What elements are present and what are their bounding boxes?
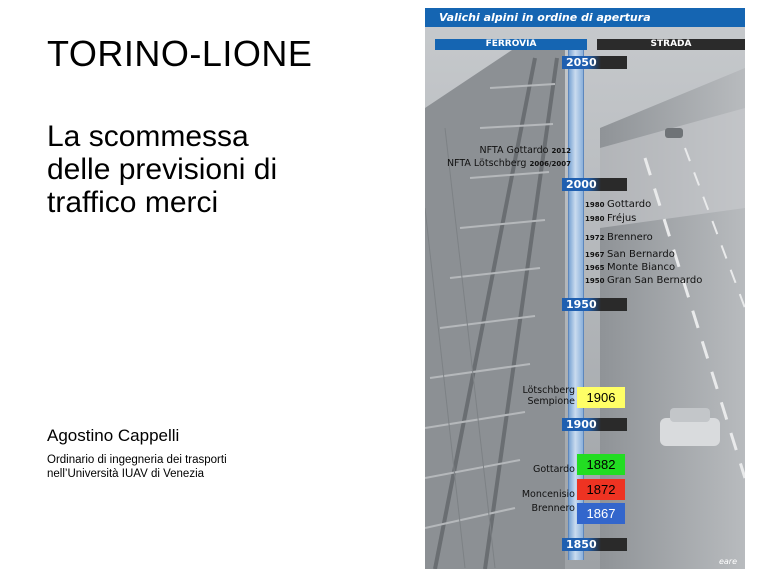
rail-pass-label-line: Lötschberg xyxy=(522,385,575,396)
rail-pass-label-line: Moncenisio xyxy=(521,489,575,500)
road-pass-item xyxy=(585,198,651,212)
road-heading: STRADA xyxy=(597,39,745,50)
slide-title: TORINO-LIONE xyxy=(47,33,313,74)
rail-heading: FERROVIA xyxy=(435,39,587,50)
road-pass-name: San Bernardo xyxy=(607,249,675,260)
road-pass-name: Fréjus xyxy=(607,213,637,224)
subtitle-line: delle previsioni di xyxy=(47,153,278,186)
rail-pass-year-box: 1872 xyxy=(577,479,625,500)
road-pass-year: 1950 xyxy=(585,277,605,285)
road-pass-name: Brennero xyxy=(607,232,653,243)
rail-pass-label xyxy=(533,464,575,475)
infographic-header: Valichi alpini in ordine di apertura xyxy=(425,8,745,27)
subtitle-line: traffico merci xyxy=(47,186,219,219)
author-name: Agostino Cappelli xyxy=(47,426,180,445)
rail-pass-label xyxy=(522,385,575,407)
road-pass-item xyxy=(585,231,653,245)
road-pass-year: 1980 xyxy=(585,201,605,209)
subtitle-line: La scommessa xyxy=(47,120,249,153)
road-pass-item xyxy=(585,248,675,262)
road-pass-year: 1980 xyxy=(585,215,605,223)
year-marker-2000: 2000 xyxy=(562,178,627,191)
author-role xyxy=(47,453,227,481)
rail-pass-year-box: 1906 xyxy=(577,387,625,408)
road-pass-year: 1972 xyxy=(585,234,605,242)
rail-pass-label xyxy=(522,489,575,500)
nfta-name: NFTA Lötschberg xyxy=(446,158,527,169)
road-pass-year: 1967 xyxy=(585,251,605,259)
road-pass-item xyxy=(585,212,636,226)
alpine-passes-infographic xyxy=(425,8,745,569)
role-line: Ordinario di ingegneria dei trasporti xyxy=(47,454,227,466)
rail-pass-year-box: 1882 xyxy=(577,454,625,475)
slide-subtitle xyxy=(47,120,277,219)
road-pass-name: Monte Bianco xyxy=(607,262,676,273)
road-pass-item xyxy=(585,261,675,275)
road-pass-name: Gran San Bernardo xyxy=(607,275,703,286)
role-line: nell’Università IUAV di Venezia xyxy=(47,468,205,480)
nfta-year: 2006/2007 xyxy=(529,160,571,168)
year-marker-1950: 1950 xyxy=(562,298,627,311)
infographic-footer: eare xyxy=(718,557,737,566)
rail-pass-label-line: Gottardo xyxy=(532,464,575,475)
rail-pass-label-line: Brennero xyxy=(531,503,575,514)
road-pass-year: 1965 xyxy=(585,264,605,272)
nfta-name: NFTA Gottardo xyxy=(479,145,549,156)
nfta-year: 2012 xyxy=(551,147,571,155)
rail-pass-year-box: 1867 xyxy=(577,503,625,524)
year-marker-2050: 2050 xyxy=(562,56,627,69)
year-marker-1850: 1850 xyxy=(562,538,627,551)
nfta-lotschberg xyxy=(447,158,571,169)
year-marker-1900: 1900 xyxy=(562,418,627,431)
road-pass-item xyxy=(585,274,702,288)
rail-pass-label xyxy=(532,503,575,514)
road-pass-name: Gottardo xyxy=(607,199,652,210)
rail-pass-label-line: Sempione xyxy=(527,396,575,407)
nfta-gottardo xyxy=(479,145,571,156)
